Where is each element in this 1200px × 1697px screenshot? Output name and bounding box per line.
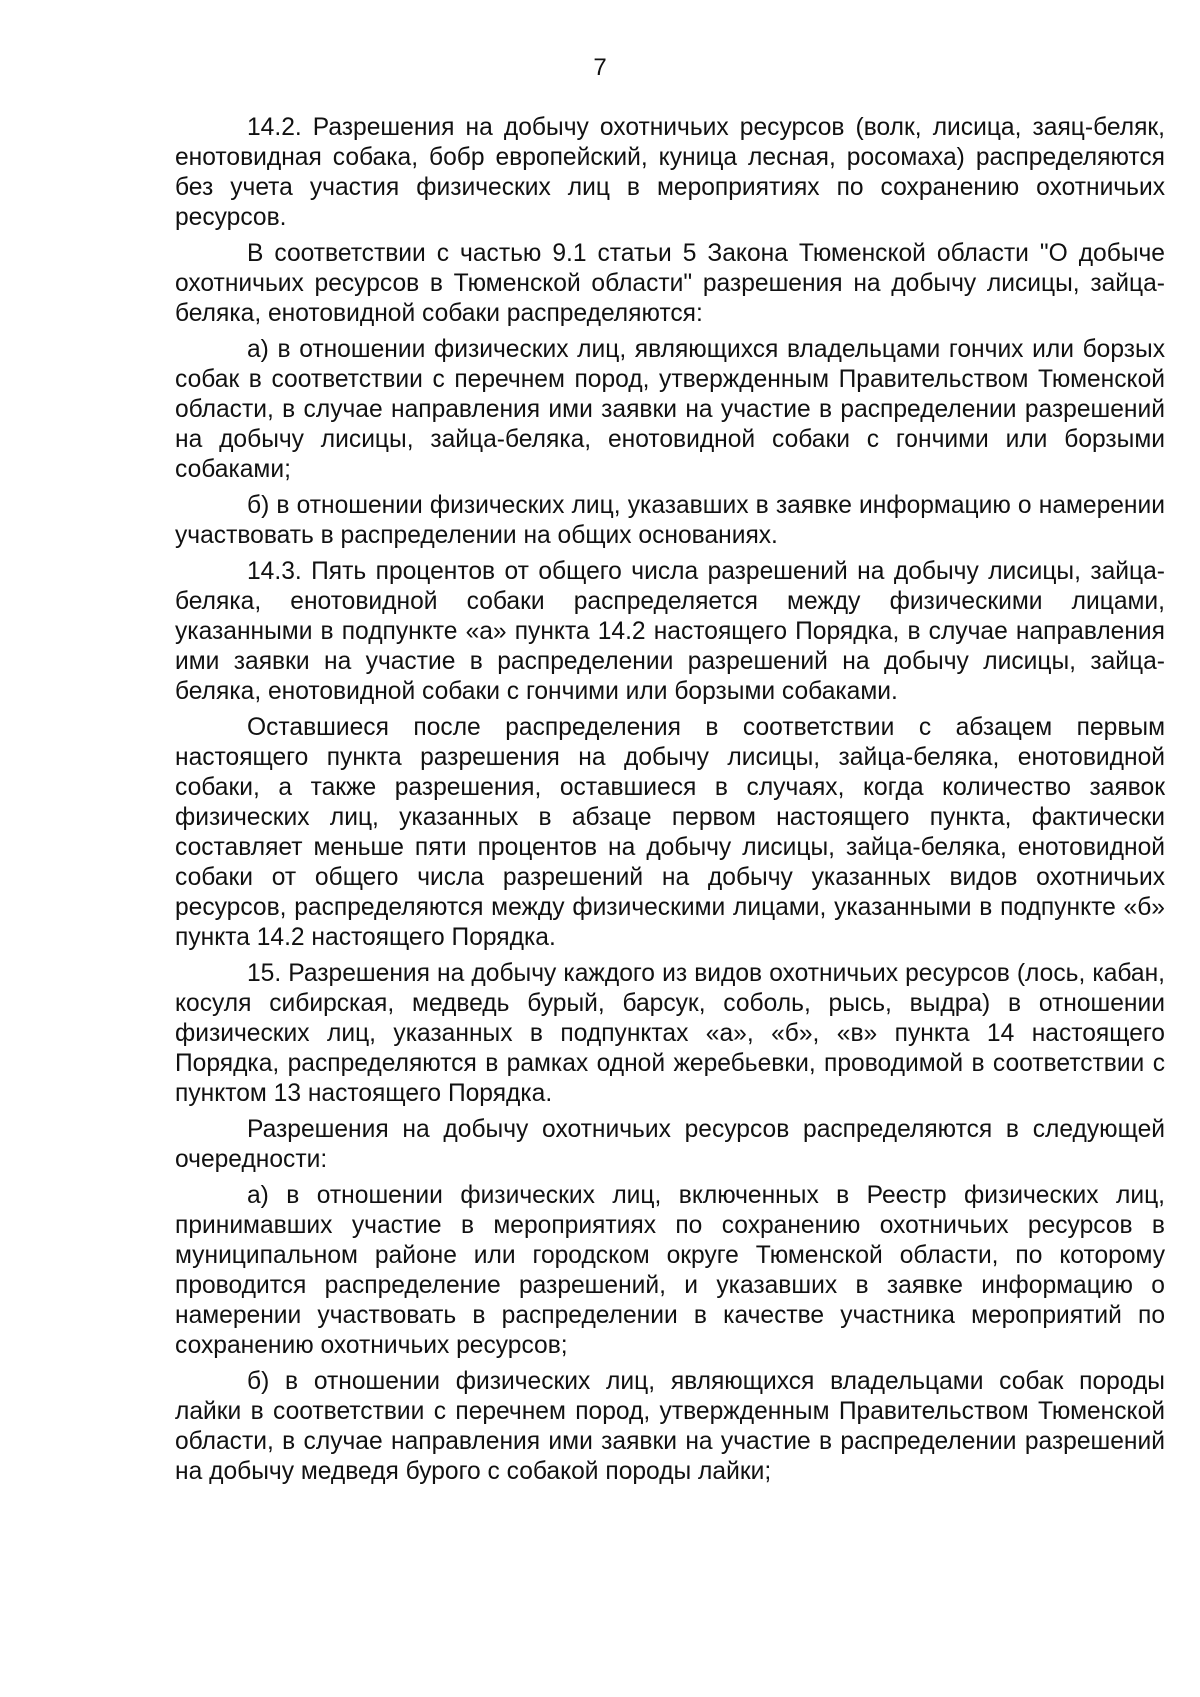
paragraph-remaining-permits: Оставшиеся после распределения в соответствии с абзацем первым настоящего пункта разрешения на добычу лисицы, зайца-беляка, енотовидной собаки, а также разрешения, оставшиеся в случаях, когда количество заявок физических лиц, указанных в абзаце первом настоящего пункта, фактически составляет меньше пяти процентов на добычу лисицы, зайца-беляка, енотовидной собаки от общего числа разрешений на добычу указанных видов охотничьих ресурсов, распределяются между физическими лицами, указанными в подпункте «б» пункта 14.2 настоящего Порядка.: [175, 714, 1165, 951]
paragraph-15: 15. Разрешения на добычу каждого из видов охотничьих ресурсов (лось, кабан, косуля сибирская, медведь бурый, барсук, соболь, рысь, выдра) в отношении физических лиц, указанных в подпунктах «а», «б», «в» пункта 14 настоящего Порядка, распределяются в рамках одной жеребьевки, проводимой в соответствии с пунктом 13 настоящего Порядка.: [175, 960, 1165, 1107]
paragraph-subitem-b-general: б) в отношении физических лиц, указавших в заявке информацию о намерении участвовать в распределении на общих основаниях.: [175, 492, 1165, 549]
paragraph-priority-a: а) в отношении физических лиц, включенных в Реестр физических лиц, принимавших участие в мероприятиях по сохранению охотничьих ресурсов в муниципальном районе или городском округе Тюменской области, по которому проводится распределение разрешений, и указавших в заявке информацию о намерении участвовать в распределении в качестве участника мероприятий по сохранению охотничьих ресурсов;: [175, 1182, 1165, 1359]
paragraph-priority-b: б) в отношении физических лиц, являющихся владельцами собак породы лайки в соответствии с перечнем пород, утвержденным Правительством Тюменской области, в случае направления ими заявки на участие в распределении разрешений на добычу медведя бурого с собакой породы лайки;: [175, 1368, 1165, 1485]
paragraph-14-2: 14.2. Разрешения на добычу охотничьих ресурсов (волк, лисица, заяц-беляк, енотовидная собака, бобр европейский, куница лесная, росомаха) распределяются без учета участия физических лиц в мероприятиях по сохранению охотничьих ресурсов.: [175, 114, 1165, 231]
paragraph-subitem-a-hounds: а) в отношении физических лиц, являющихся владельцами гончих или борзых собак в соответствии с перечнем пород, утвержденным Правительством Тюменской области, в случае направления ими заявки на участие в распределении разрешений на добычу лисицы, зайца-беляка, енотовидной собаки с гончими или борзыми собаками;: [175, 336, 1165, 483]
paragraph-priority-order: Разрешения на добычу охотничьих ресурсов распределяются в следующей очередности:: [175, 1116, 1165, 1173]
paragraph-14-3: 14.3. Пять процентов от общего числа разрешений на добычу лисицы, зайца-беляка, енотовидной собаки распределяется между физическими лицами, указанными в подпункте «а» пункта 14.2 настоящего Порядка, в случае направления ими заявки на участие в распределении разрешений на добычу лисицы, зайца-беляка, енотовидной собаки с гончими или борзыми собаками.: [175, 558, 1165, 705]
paragraph-law-reference: В соответствии с частью 9.1 статьи 5 Закона Тюменской области "О добыче охотничьих ресурсов в Тюменской области" разрешения на добычу лисицы, зайца-беляка, енотовидной собаки распределяются:: [175, 240, 1165, 327]
document-body: [175, 113, 1165, 1493]
page-number: 7: [593, 54, 607, 81]
